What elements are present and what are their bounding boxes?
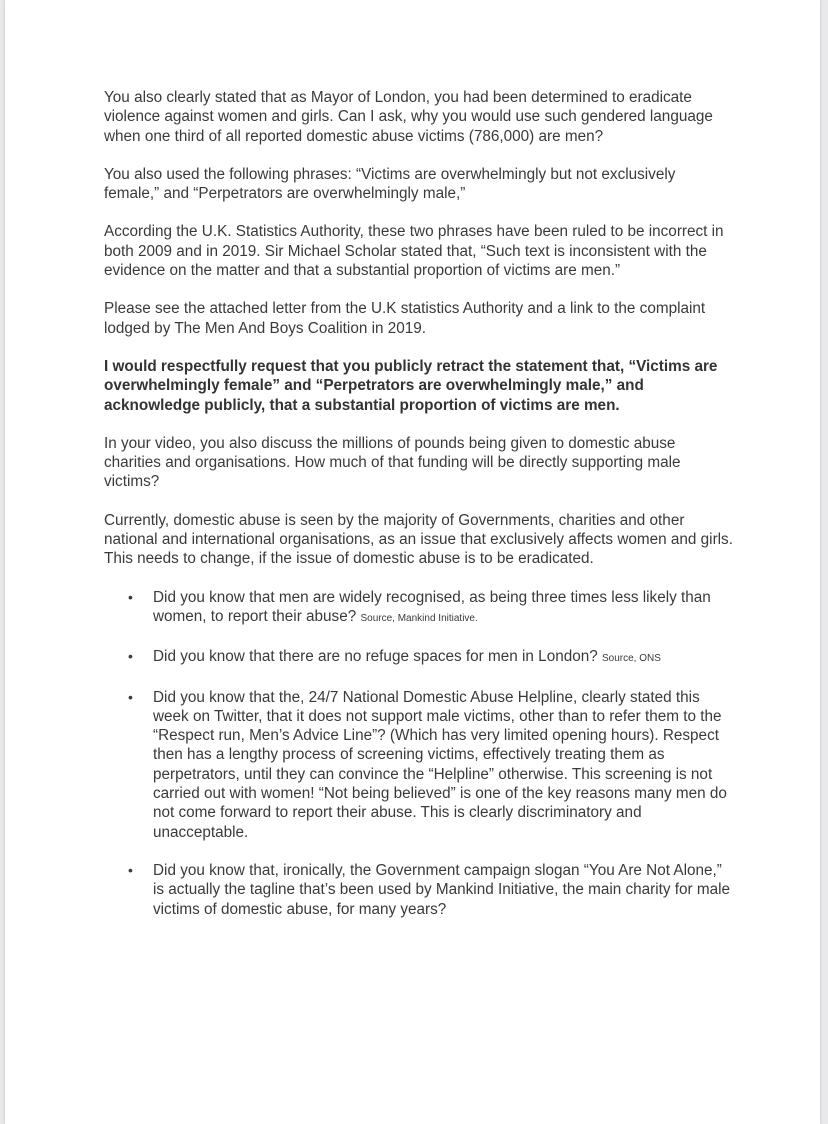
list-item	[128, 588, 734, 629]
paragraph-statistics-authority: According the U.K. Statistics Authority, these two phrases have been ruled to be incorrect in both 2009 and in 2019. Sir Michael Scholar stated that, “Such text is inconsistent with the evidence on the matter and that a substantial proportion of victims are men.”	[104, 223, 724, 280]
paragraph-mayor-statement: You also clearly stated that as Mayor of London, you had been determined to eradicate violence against women and girls. Can I ask, why you would use such gendered language when one third of all reported domestic abuse victims (786,000) are men?	[104, 89, 713, 145]
source-note: Source, Mankind Initiative.	[360, 612, 478, 624]
bullet-icon: •	[128, 688, 133, 705]
bullet-icon: •	[128, 861, 133, 878]
list-item	[128, 861, 734, 919]
document-body	[104, 88, 734, 938]
bullet-text: Did you know that there are no refuge spaces for men in London?	[153, 648, 602, 666]
bullet-icon: •	[128, 588, 133, 605]
bullet-text: Did you know that men are widely recognised, as being three times less likely than women, to report their abuse?	[153, 588, 711, 625]
paragraph-attached-letter: Please see the attached letter from the U.K statistics Authority and a link to the complaint lodged by The Men And Boys Coalition in 2019.	[104, 300, 706, 337]
paragraph-current-view: Currently, domestic abuse is seen by the majority of Governments, charities and other national and international organisations, as an issue that exclusively affects women and girls. This needs to change, if the issue of domestic abuse is to be eradicated.	[104, 511, 733, 568]
bullet-text: Did you know that, ironically, the Government campaign slogan “You Are Not Alone,” is actually the tagline that’s been used by Mankind Initiative, the main charity for male victims of domestic abuse, for many years?	[153, 861, 731, 918]
list-item	[128, 647, 734, 668]
bullet-text: Did you know that the, 24/7 National Domestic Abuse Helpline, clearly stated this week on Twitter, that it does not support male victims, other than to refer them to the “Respect run, Men’s Advice Line”? (Which has very limited opening hours). Respect then has a lengthy process of screening victims, effectively treating them as perpetrators, until they can convince the “Helpline” otherwise. This screening is not carried out with women! “Not being believed” is one of the key reasons many men do not come forward to report their abuse. This is clearly discriminatory and unacceptable.	[153, 688, 727, 841]
paragraph-phrases: You also used the following phrases: “Victims are overwhelmingly but not exclusively female,” and “Perpetrators are overwhelmingly male,”	[104, 165, 676, 203]
document-page	[5, 0, 820, 1124]
bullet-list	[104, 588, 734, 919]
source-note: Source, ONS	[602, 653, 661, 665]
bullet-icon: •	[128, 648, 133, 665]
paragraph-retraction-request: I would respectfully request that you publicly retract the statement that, “Victims are overwhelmingly female” and “Perpetrators are overwhelmingly male,” and acknowledge publicly, that a substantial proportion of victims are men.	[104, 357, 718, 414]
list-item	[128, 688, 734, 842]
paragraph-funding-question: In your video, you also discuss the millions of pounds being given to domestic abuse charities and organisations. How much of that funding will be directly supporting male victims?	[104, 434, 681, 491]
